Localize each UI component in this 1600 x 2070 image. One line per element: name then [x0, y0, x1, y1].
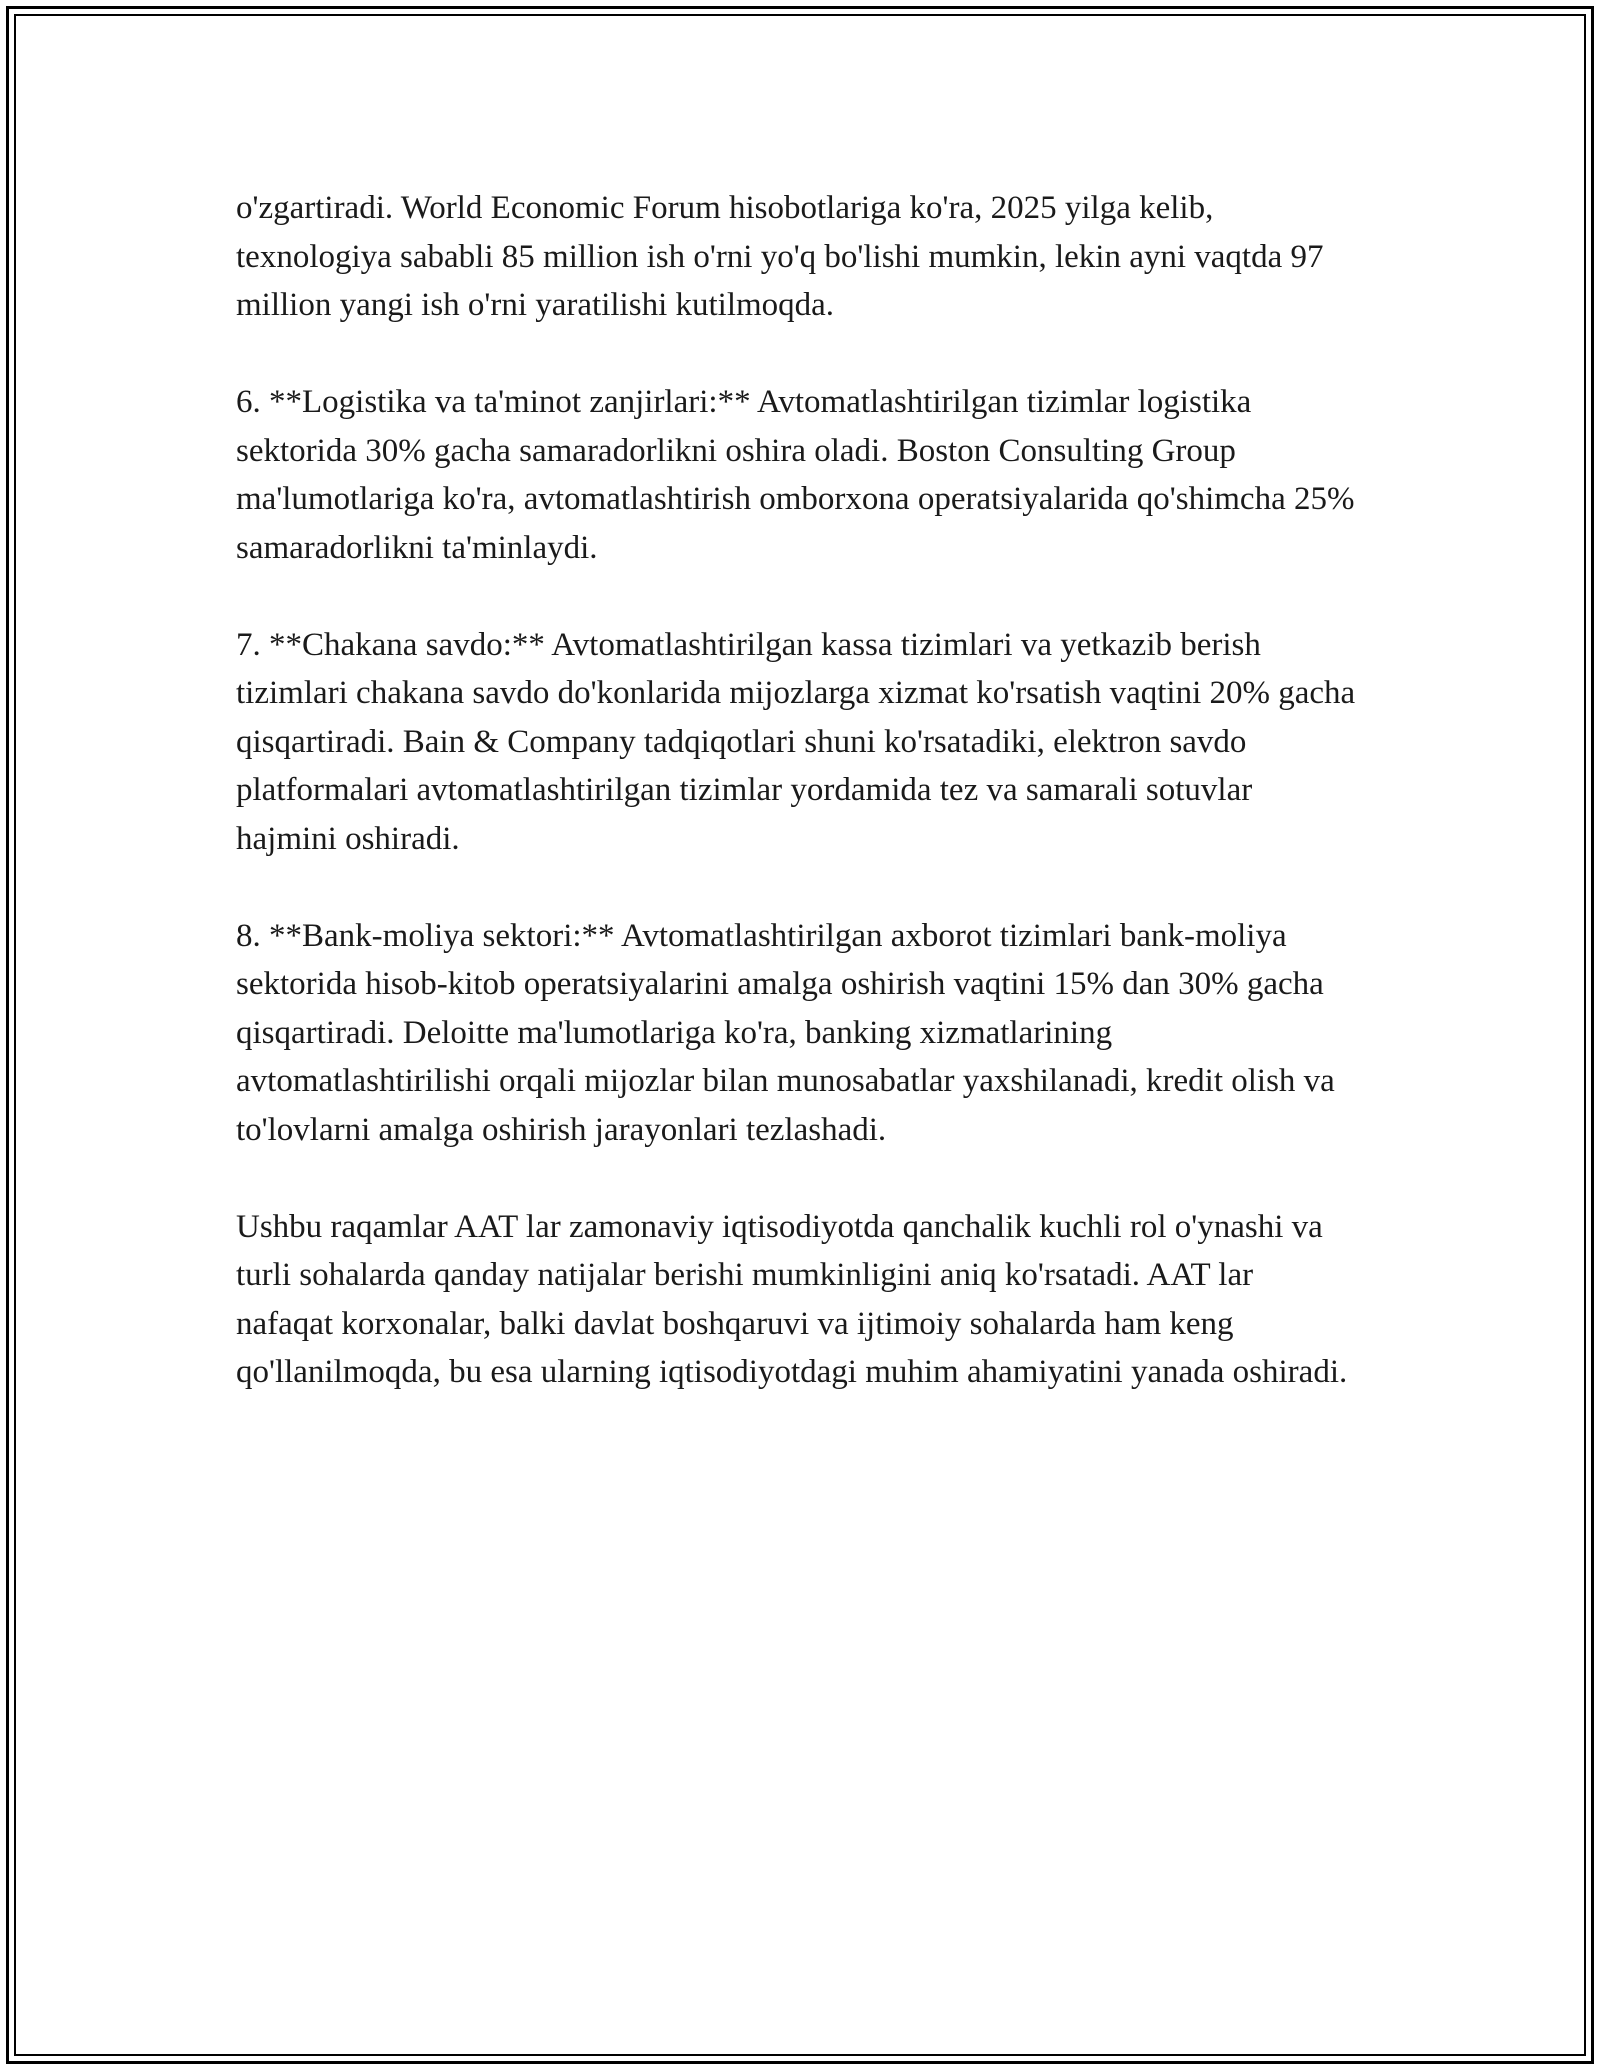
paragraph-conclusion: Ushbu raqamlar AAT lar zamonaviy iqtisodiyotda qanchalik kuchli rol o'ynashi va turli sohalarda qanday natijalar berishi mumkinligini aniq ko'rsatadi. AAT lar nafaqat korxonalar, balki davlat boshqaruvi va ijtimoiy sohalarda ham keng qo'llanilmoqda, bu esa ularning iqtisodiyotdagi muhim ahamiyatini yanada oshiradi. [236, 1208, 1348, 1390]
paragraph-intro-continuation: o'zgartiradi. World Economic Forum hisobotlariga ko'ra, 2025 yilga kelib, texnologiya sababli 85 million ish o'rni yo'q bo'lishi mumkin, lekin ayni vaqtda 97 million yangi ish o'rni yaratilishi kutilmoqda. [236, 190, 1324, 323]
paragraph-logistics: 6. **Logistika va ta'minot zanjirlari:** Avtomatlashtirilgan tizimlar logistika sektorida 30% gacha samaradorlikni oshira oladi. Boston Consulting Group ma'lumotlariga ko'ra, avtomatlashtirish omborxona operatsiyalarida qo'shimcha 25% samaradorlikni ta'minlaydi. [236, 384, 1355, 566]
document-body [236, 184, 1356, 1397]
paragraph-banking: 8. **Bank-moliya sektori:** Avtomatlashtirilgan axborot tizimlari bank-moliya sektorida hisob-kitob operatsiyalarini amalga oshirish vaqtini 15% dan 30% gacha qisqartiradi. Deloitte ma'lumotlariga ko'ra, banking xizmatlarining avtomatlashtirilishi orqali mijozlar bilan munosabatlar yaxshilanadi, kredit olish va to'lovlarni amalga oshirish jarayonlari tezlashadi. [236, 917, 1335, 1148]
paragraph-retail: 7. **Chakana savdo:** Avtomatlashtirilgan kassa tizimlari va yetkazib berish tizimlari chakana savdo do'konlarida mijozlarga xizmat ko'rsatish vaqtini 20% gacha qisqartiradi. Bain & Company tadqiqotlari shuni ko'rsatadiki, elektron savdo platformalari avtomatlashtirilgan tizimlar yordamida tez va samarali sotuvlar hajmini oshiradi. [236, 626, 1356, 857]
